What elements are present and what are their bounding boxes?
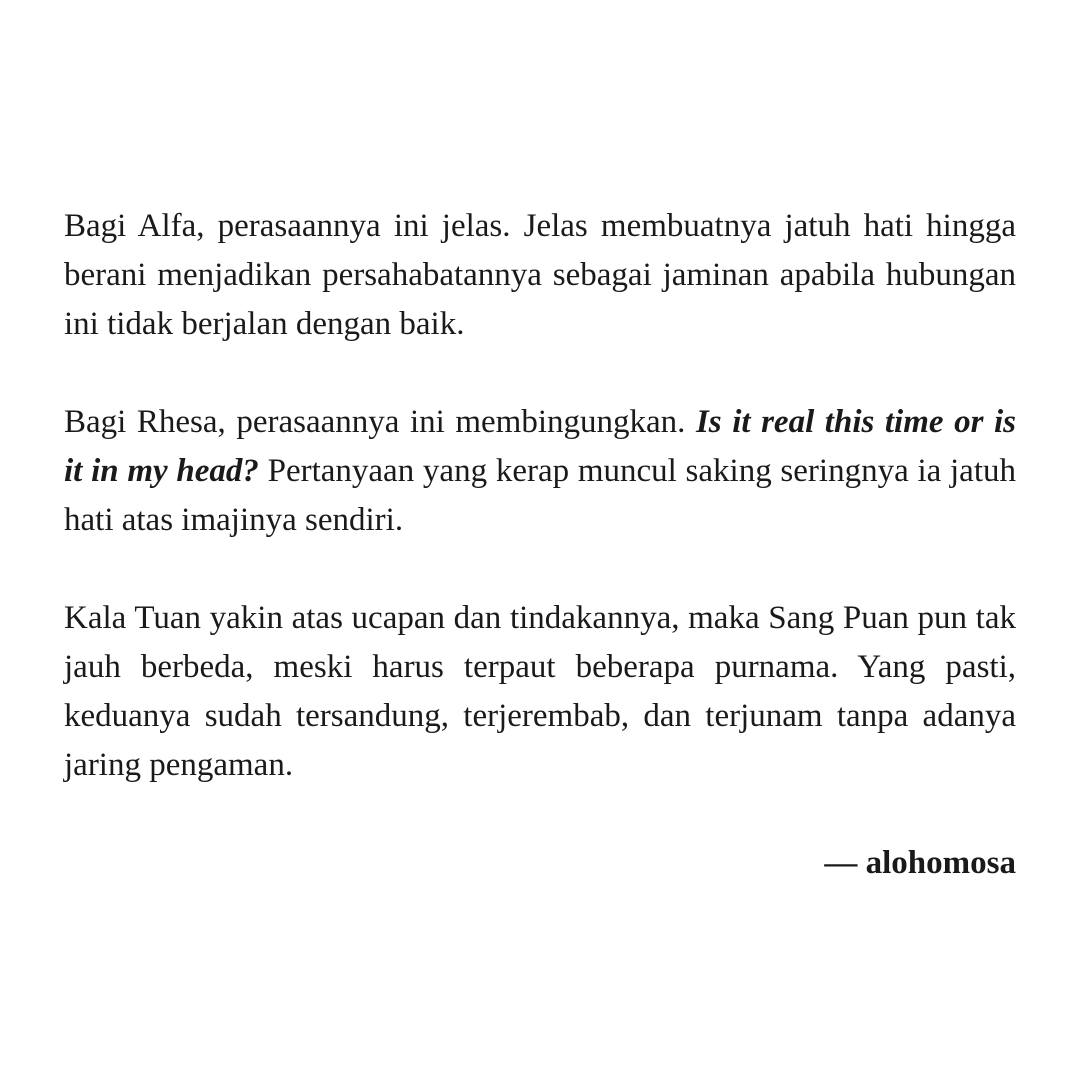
paragraph-tuan-puan: Kala Tuan yakin atas ucapan dan tindakannya, maka Sang Puan pun tak jauh berbeda, meski harus terpaut beberapa purnama. Yang pasti, keduanya sudah tersandung, terjerembab, dan terjunam tanpa adanya jaring pengaman. (64, 600, 1016, 783)
text-page (64, 202, 1016, 888)
paragraph-rhesa-emphasis: Is it real this time or is it in my head? (64, 404, 1016, 489)
paragraph-rhesa (64, 398, 1016, 545)
paragraph-alfa: Bagi Alfa, perasaannya ini jelas. Jelas membuatnya jatuh hati hingga berani menjadikan persahabatannya sebagai jaminan apabila hubungan ini tidak berjalan dengan baik. (64, 208, 1016, 342)
paragraph-rhesa-lead: Bagi Rhesa, perasaannya ini membingungkan. (64, 404, 696, 440)
paragraph-rhesa-tail: Pertanyaan yang kerap muncul saking seringnya ia jatuh hati atas imajinya sendiri. (64, 453, 1016, 538)
author-signature: — alohomosa (824, 845, 1016, 881)
